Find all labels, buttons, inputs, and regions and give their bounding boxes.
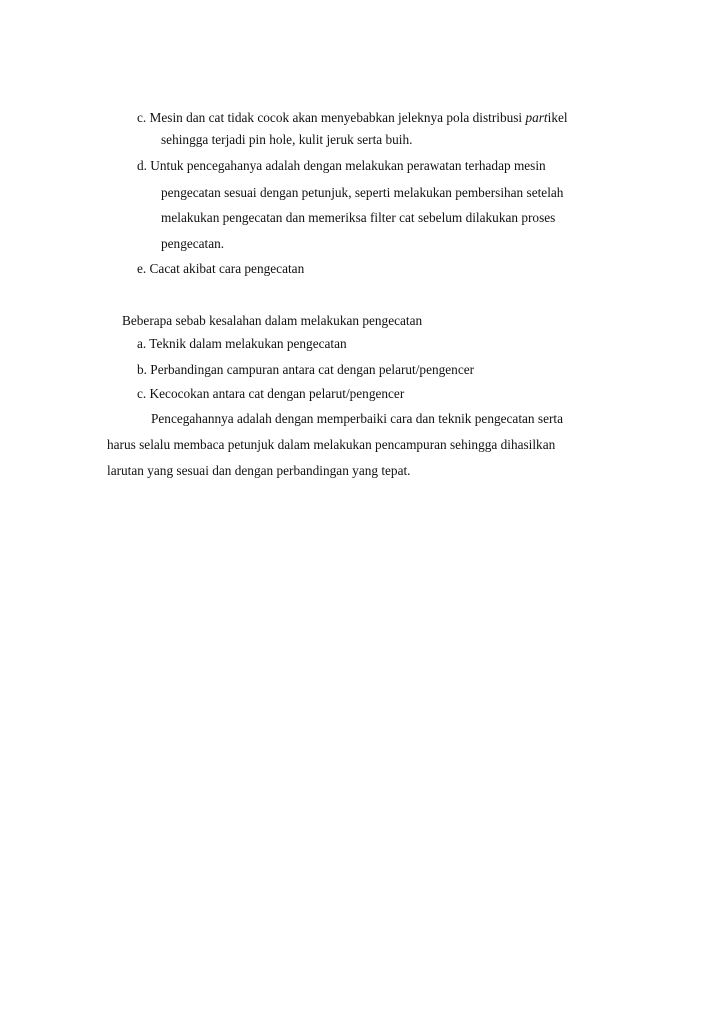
list-item-d-line-4: pengecatan. bbox=[161, 236, 225, 251]
text-segment: c. Mesin dan cat tidak cocok akan menyebabkan jeleknya pola distribusi bbox=[137, 110, 526, 125]
section-heading: Beberapa sebab kesalahan dalam melakukan pengecatan bbox=[122, 313, 423, 328]
list-item-c-line-1 bbox=[137, 109, 568, 126]
italic-text-segment: part bbox=[525, 110, 548, 125]
list-item-d-line-1: d. Untuk pencegahanya adalah dengan melakukan perawatan terhadap mesin bbox=[137, 158, 546, 173]
paragraph-line-1: Pencegahannya adalah dengan memperbaiki cara dan teknik pengecatan serta bbox=[151, 411, 564, 426]
list-item-d-line-2: pengecatan sesuai dengan petunjuk, seperti melakukan pembersihan setelah bbox=[161, 185, 564, 200]
paragraph-line-2: harus selalu membaca petunjuk dalam melakukan pencampuran sehingga dihasilkan bbox=[107, 437, 556, 452]
list-item-c-line-2: sehingga terjadi pin hole, kulit jeruk serta buih. bbox=[161, 132, 413, 147]
list-item-c: c. Kecocokan antara cat dengan pelarut/pengencer bbox=[137, 386, 405, 401]
list-item-e: e. Cacat akibat cara pengecatan bbox=[137, 261, 305, 276]
paragraph-line-3: larutan yang sesuai dan dengan perbandingan yang tepat. bbox=[107, 463, 411, 478]
list-item-a: a. Teknik dalam melakukan pengecatan bbox=[137, 336, 347, 351]
list-item-b: b. Perbandingan campuran antara cat dengan pelarut/pengencer bbox=[137, 362, 475, 377]
list-item-d-line-3: melakukan pengecatan dan memeriksa filter cat sebelum dilakukan proses bbox=[161, 210, 556, 225]
text-segment: ikel bbox=[547, 110, 568, 125]
